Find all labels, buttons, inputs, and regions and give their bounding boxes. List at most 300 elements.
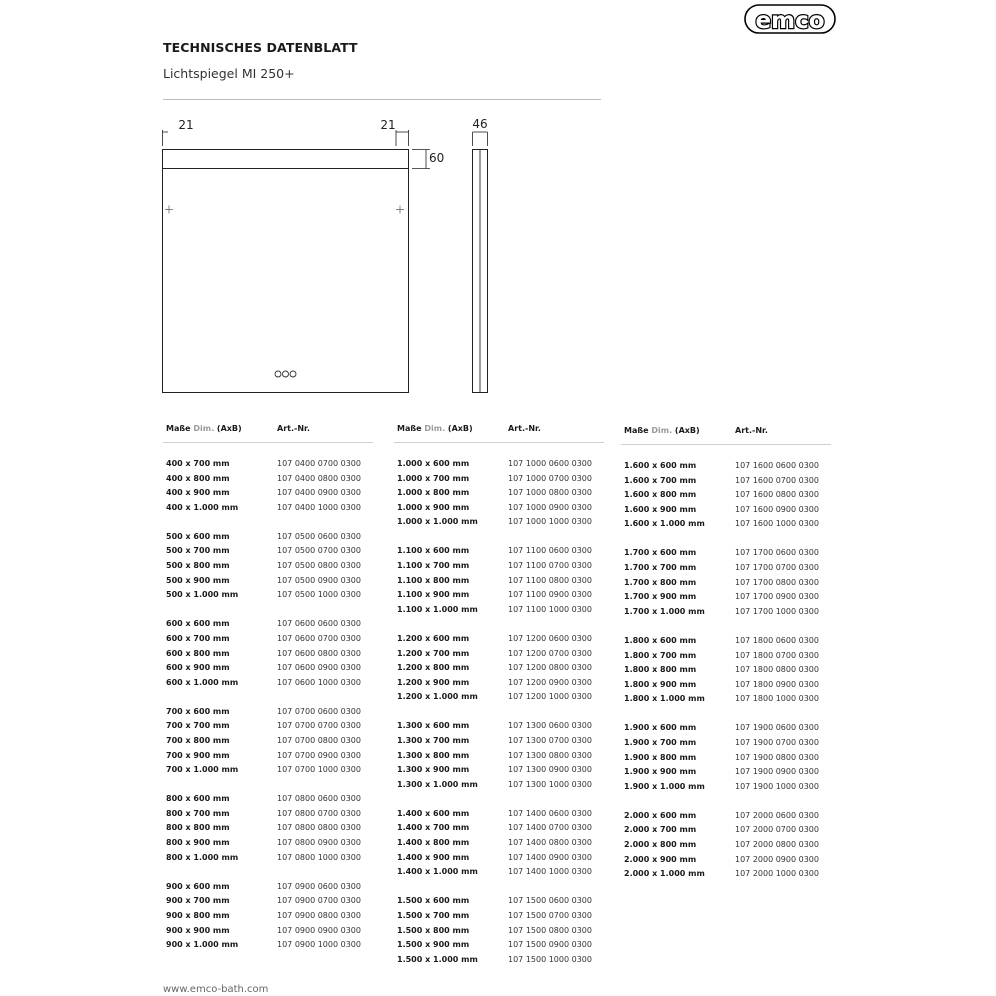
size-cell: 1.900 x 800 mm: [624, 752, 697, 762]
table-row: [394, 516, 604, 531]
size-cell: 1.500 x 800 mm: [397, 925, 470, 935]
size-header: [624, 426, 700, 435]
article-number-cell: 107 1000 0700 0300: [508, 473, 592, 483]
table-row: [394, 633, 604, 648]
table-row: [621, 781, 831, 796]
size-cell: 900 x 600 mm: [166, 881, 230, 891]
size-cell: 800 x 600 mm: [166, 794, 230, 804]
table-row: [621, 722, 831, 737]
size-cell: 1.100 x 700 mm: [397, 561, 470, 571]
size-cell: 1.400 x 900 mm: [397, 852, 470, 862]
table-row: [394, 677, 604, 692]
article-number-cell: 107 1600 0600 0300: [735, 461, 819, 470]
article-number-cell: 107 1100 0600 0300: [508, 546, 592, 556]
article-number-cell: 107 0800 0600 0300: [277, 794, 361, 804]
article-number-cell: 107 1300 0600 0300: [508, 721, 592, 731]
table-row: [394, 764, 604, 779]
size-cell: 1.100 x 800 mm: [397, 575, 470, 585]
table-row: [394, 560, 604, 575]
article-number-cell: 107 1100 0800 0300: [508, 575, 592, 585]
table-row: [163, 473, 373, 488]
table-row: [621, 679, 831, 694]
article-number-cell: 107 2000 0600 0300: [735, 810, 819, 820]
size-header-suffix: (AxB): [674, 426, 700, 435]
article-number-cell: 107 1200 0800 0300: [508, 663, 592, 673]
size-cell: 1.200 x 800 mm: [397, 663, 470, 673]
article-number-cell: 107 2000 0800 0300: [735, 840, 819, 850]
article-number-cell: 107 0400 0800 0300: [277, 473, 361, 483]
table-row: [163, 808, 373, 823]
article-number-cell: 107 0900 0900 0300: [277, 925, 361, 935]
article-number-cell: 107 0900 1000 0300: [277, 940, 361, 950]
size-group: [394, 545, 604, 618]
size-header-label: Maße: [166, 424, 191, 433]
article-number-cell: 107 0800 0700 0300: [277, 808, 361, 818]
table-row: [163, 822, 373, 837]
size-group: [394, 720, 604, 793]
article-number-cell: 107 0400 0900 0300: [277, 488, 361, 498]
table-row: [163, 545, 373, 560]
article-number-cell: 107 1500 0800 0300: [508, 925, 592, 935]
size-cell: 1.800 x 700 mm: [624, 650, 697, 660]
size-cell: 700 x 900 mm: [166, 750, 230, 760]
article-number-cell: 107 0700 0900 0300: [277, 750, 361, 760]
size-cell: 1.800 x 1.000 mm: [624, 694, 705, 704]
size-cell: 1.000 x 1.000 mm: [397, 517, 478, 527]
table-row: [163, 750, 373, 765]
table-row: [621, 839, 831, 854]
table-row: [621, 591, 831, 606]
article-number-cell: 107 0500 0900 0300: [277, 575, 361, 585]
size-group: [163, 706, 373, 779]
table-row: [394, 662, 604, 677]
article-number-cell: 107 0900 0600 0300: [277, 881, 361, 891]
table-row: [621, 664, 831, 679]
table-row: [163, 487, 373, 502]
table-row: [394, 954, 604, 969]
table-row: [163, 939, 373, 954]
article-number-cell: 107 1200 0600 0300: [508, 633, 592, 643]
size-cell: 1.500 x 600 mm: [397, 896, 470, 906]
article-number-cell: 107 1700 1000 0300: [735, 606, 819, 616]
article-number-cell: 107 1600 0900 0300: [735, 504, 819, 514]
article-number-cell: 107 1600 0800 0300: [735, 490, 819, 500]
size-cell: 1.000 x 900 mm: [397, 502, 470, 512]
article-number-cell: 107 1700 0700 0300: [735, 563, 819, 573]
size-table-column-3: [621, 422, 831, 897]
size-cell: 1.500 x 1.000 mm: [397, 954, 478, 964]
article-number-cell: 107 1300 1000 0300: [508, 779, 592, 789]
table-row: [163, 793, 373, 808]
table-row: [394, 502, 604, 517]
size-cell: 1.300 x 900 mm: [397, 765, 470, 775]
size-cell: 900 x 700 mm: [166, 896, 230, 906]
article-number-cell: 107 0700 0800 0300: [277, 736, 361, 745]
size-group: [163, 793, 373, 866]
article-number-cell: 107 1700 0600 0300: [735, 548, 819, 558]
dimension-right-label: 21: [380, 118, 396, 132]
size-header-label: Maße: [624, 426, 649, 435]
table-row: [163, 589, 373, 604]
size-cell: 600 x 700 mm: [166, 633, 230, 643]
article-number-cell: 107 0600 0800 0300: [277, 648, 361, 658]
table-row: [163, 618, 373, 633]
article-number-cell: 107 1500 0900 0300: [508, 940, 592, 950]
table-row: [163, 575, 373, 590]
size-cell: 1.300 x 600 mm: [397, 721, 470, 731]
table-row: [163, 735, 373, 750]
size-cell: 700 x 1.000 mm: [166, 765, 239, 775]
size-cell: 1.500 x 900 mm: [397, 940, 470, 950]
table-row: [163, 720, 373, 735]
table-row: [394, 735, 604, 750]
size-cell: 2.000 x 1.000 mm: [624, 869, 705, 879]
size-cell: 500 x 900 mm: [166, 575, 230, 585]
size-group: [163, 531, 373, 604]
size-group: [621, 635, 831, 708]
front-view-drawing: [150, 110, 510, 410]
table-row: [621, 868, 831, 883]
article-number-cell: 107 1500 0700 0300: [508, 910, 592, 920]
article-number-cell: 107 1300 0800 0300: [508, 750, 592, 760]
size-cell: 900 x 800 mm: [166, 910, 230, 920]
article-number-cell: 107 1900 0600 0300: [735, 723, 819, 733]
size-cell: 1.900 x 1.000 mm: [624, 781, 705, 791]
size-cell: 800 x 700 mm: [166, 808, 230, 818]
table-row: [394, 720, 604, 735]
article-number-cell: 107 0800 1000 0300: [277, 852, 361, 862]
article-number-cell: 107 1900 0800 0300: [735, 752, 819, 762]
article-number-cell: 107 1200 1000 0300: [508, 692, 592, 702]
footer-website-link[interactable]: www.emco-bath.com: [163, 984, 269, 995]
size-group: [163, 458, 373, 516]
table-row: [621, 606, 831, 621]
article-number-cell: 107 1100 1000 0300: [508, 604, 592, 614]
article-number-cell: 107 1900 1000 0300: [735, 781, 819, 791]
article-number-cell: 107 0500 0700 0300: [277, 546, 361, 556]
article-number-cell: 107 1600 0700 0300: [735, 475, 819, 485]
size-cell: 900 x 1.000 mm: [166, 940, 239, 950]
size-cell: 2.000 x 600 mm: [624, 810, 697, 820]
table-row: [621, 693, 831, 708]
size-cell: 1.000 x 800 mm: [397, 488, 470, 498]
size-cell: 1.300 x 700 mm: [397, 736, 470, 745]
article-header: Art.-Nr.: [735, 426, 768, 435]
size-header-dim: Dim.: [193, 424, 215, 433]
size-cell: 400 x 1.000 mm: [166, 502, 239, 512]
table-row: [394, 808, 604, 823]
table-row: [163, 633, 373, 648]
size-cell: 1.300 x 800 mm: [397, 750, 470, 760]
table-row: [394, 866, 604, 881]
size-cell: 1.400 x 600 mm: [397, 808, 470, 818]
dimension-depth-label: 46: [472, 117, 488, 131]
size-cell: 700 x 800 mm: [166, 736, 230, 745]
article-number-cell: 107 1400 0900 0300: [508, 852, 592, 862]
article-number-cell: 107 0500 0600 0300: [277, 531, 361, 541]
article-number-cell: 107 1900 0900 0300: [735, 767, 819, 777]
size-cell: 1.600 x 700 mm: [624, 475, 697, 485]
size-cell: 1.700 x 1.000 mm: [624, 606, 705, 616]
size-header-dim: Dim.: [651, 426, 673, 435]
size-cell: 1.100 x 600 mm: [397, 546, 470, 556]
article-number-cell: 107 1400 1000 0300: [508, 867, 592, 877]
article-number-cell: 107 0400 0700 0300: [277, 459, 361, 468]
article-number-cell: 107 1800 0800 0300: [735, 665, 819, 675]
table-row: [621, 854, 831, 869]
size-cell: 2.000 x 900 mm: [624, 854, 697, 864]
article-number-cell: 107 1900 0700 0300: [735, 738, 819, 747]
article-number-cell: 107 1500 1000 0300: [508, 954, 592, 964]
table-row: [163, 648, 373, 663]
article-number-cell: 107 1300 0900 0300: [508, 765, 592, 775]
header-divider: [163, 99, 601, 100]
table-row: [163, 910, 373, 925]
table-row: [163, 764, 373, 779]
table-row: [163, 531, 373, 546]
size-cell: 1.400 x 1.000 mm: [397, 867, 478, 877]
emco-logo: [744, 2, 836, 36]
size-header-suffix: (AxB): [447, 424, 473, 433]
size-group: [163, 618, 373, 691]
size-cell: 500 x 700 mm: [166, 546, 230, 556]
side-view-drawing: [462, 110, 502, 410]
table-row: [394, 458, 604, 473]
table-row: [394, 939, 604, 954]
table-row: [621, 810, 831, 825]
article-number-cell: 107 0700 1000 0300: [277, 765, 361, 775]
size-header-suffix: (AxB): [216, 424, 242, 433]
document-title: TECHNISCHES DATENBLATT: [163, 40, 358, 55]
size-cell: 1.400 x 700 mm: [397, 823, 470, 833]
size-cell: 1.400 x 800 mm: [397, 838, 470, 848]
size-group: [621, 547, 831, 620]
table-row: [394, 925, 604, 940]
article-header: Art.-Nr.: [508, 424, 541, 433]
size-cell: 1.600 x 800 mm: [624, 490, 697, 500]
table-row: [621, 504, 831, 519]
size-cell: 800 x 800 mm: [166, 823, 230, 833]
size-header-dim: Dim.: [424, 424, 446, 433]
article-number-cell: 107 2000 0900 0300: [735, 854, 819, 864]
article-number-cell: 107 2000 0700 0300: [735, 825, 819, 835]
size-cell: 1.700 x 800 mm: [624, 577, 697, 587]
table-row: [621, 518, 831, 533]
dimension-height-label: 60: [429, 151, 445, 165]
size-cell: 1.700 x 700 mm: [624, 563, 697, 573]
article-number-cell: 107 1000 0600 0300: [508, 459, 592, 468]
table-row: [394, 575, 604, 590]
size-cell: 600 x 600 mm: [166, 619, 230, 629]
article-number-cell: 107 1400 0700 0300: [508, 823, 592, 833]
article-header: Art.-Nr.: [277, 424, 310, 433]
size-cell: 1.600 x 1.000 mm: [624, 519, 705, 529]
table-row: [163, 852, 373, 867]
table-row: [163, 560, 373, 575]
size-cell: 1.700 x 900 mm: [624, 592, 697, 602]
size-cell: 1.700 x 600 mm: [624, 548, 697, 558]
size-cell: 600 x 900 mm: [166, 663, 230, 673]
table-row: [394, 779, 604, 794]
table-row: [394, 691, 604, 706]
size-group: [394, 633, 604, 706]
size-cell: 400 x 800 mm: [166, 473, 230, 483]
table-row: [394, 910, 604, 925]
article-number-cell: 107 1000 0900 0300: [508, 502, 592, 512]
article-number-cell: 107 0400 1000 0300: [277, 502, 361, 512]
article-number-cell: 107 0600 1000 0300: [277, 677, 361, 687]
size-group: [394, 458, 604, 531]
column-header: [621, 422, 831, 445]
size-table-column-2: [394, 420, 604, 983]
size-cell: 2.000 x 800 mm: [624, 840, 697, 850]
article-number-cell: 107 0800 0900 0300: [277, 838, 361, 848]
article-number-cell: 107 1700 0900 0300: [735, 592, 819, 602]
article-number-cell: 107 1800 0600 0300: [735, 635, 819, 645]
article-number-cell: 107 1800 0700 0300: [735, 650, 819, 660]
article-number-cell: 107 1400 0600 0300: [508, 808, 592, 818]
size-cell: 700 x 700 mm: [166, 721, 230, 731]
article-number-cell: 107 0600 0700 0300: [277, 633, 361, 643]
table-row: [394, 852, 604, 867]
article-number-cell: 107 1200 0700 0300: [508, 648, 592, 658]
article-number-cell: 107 0900 0700 0300: [277, 896, 361, 906]
table-row: [621, 752, 831, 767]
table-row: [394, 750, 604, 765]
size-cell: 500 x 600 mm: [166, 531, 230, 541]
size-cell: 400 x 700 mm: [166, 459, 230, 468]
table-row: [621, 562, 831, 577]
table-row: [621, 577, 831, 592]
article-number-cell: 107 1000 0800 0300: [508, 488, 592, 498]
table-row: [621, 547, 831, 562]
article-number-cell: 107 0700 0600 0300: [277, 706, 361, 716]
column-header: [394, 420, 604, 443]
size-cell: 1.500 x 700 mm: [397, 910, 470, 920]
size-cell: 1.200 x 1.000 mm: [397, 692, 478, 702]
size-cell: 900 x 900 mm: [166, 925, 230, 935]
size-cell: 1.800 x 900 mm: [624, 679, 697, 689]
table-row: [394, 589, 604, 604]
table-row: [163, 502, 373, 517]
table-row: [621, 650, 831, 665]
table-row: [163, 881, 373, 896]
article-number-cell: 107 0600 0900 0300: [277, 663, 361, 673]
article-number-cell: 107 1800 0900 0300: [735, 679, 819, 689]
table-row: [163, 895, 373, 910]
size-table-column-1: [163, 420, 373, 968]
article-number-cell: 107 1600 1000 0300: [735, 519, 819, 529]
size-cell: 500 x 1.000 mm: [166, 590, 239, 600]
column-header: [163, 420, 373, 443]
table-row: [394, 822, 604, 837]
table-row: [163, 837, 373, 852]
table-row: [394, 837, 604, 852]
size-cell: 600 x 1.000 mm: [166, 677, 239, 687]
table-row: [621, 635, 831, 650]
table-row: [163, 706, 373, 721]
size-header: [166, 424, 242, 433]
size-cell: 400 x 900 mm: [166, 488, 230, 498]
size-group: [621, 810, 831, 883]
size-cell: 1.000 x 600 mm: [397, 459, 470, 468]
size-group: [163, 881, 373, 954]
article-number-cell: 107 0500 0800 0300: [277, 561, 361, 571]
dimension-left-label: 21: [178, 118, 194, 132]
article-number-cell: 107 1100 0900 0300: [508, 590, 592, 600]
logo-text: emco: [755, 8, 825, 34]
size-cell: 1.900 x 700 mm: [624, 738, 697, 747]
table-row: [163, 662, 373, 677]
table-row: [394, 545, 604, 560]
article-number-cell: 107 1800 1000 0300: [735, 694, 819, 704]
table-row: [394, 604, 604, 619]
article-number-cell: 107 1700 0800 0300: [735, 577, 819, 587]
table-row: [163, 458, 373, 473]
table-row: [394, 473, 604, 488]
size-cell: 1.600 x 900 mm: [624, 504, 697, 514]
size-cell: 1.100 x 1.000 mm: [397, 604, 478, 614]
product-subtitle: Lichtspiegel MI 250+: [163, 66, 295, 81]
table-row: [621, 475, 831, 490]
size-cell: 1.900 x 600 mm: [624, 723, 697, 733]
article-number-cell: 107 1000 1000 0300: [508, 517, 592, 527]
table-row: [394, 648, 604, 663]
size-cell: 800 x 1.000 mm: [166, 852, 239, 862]
article-number-cell: 107 0600 0600 0300: [277, 619, 361, 629]
article-number-cell: 107 2000 1000 0300: [735, 869, 819, 879]
size-group: [621, 460, 831, 533]
size-cell: 500 x 800 mm: [166, 561, 230, 571]
size-cell: 1.800 x 600 mm: [624, 635, 697, 645]
article-number-cell: 107 0700 0700 0300: [277, 721, 361, 731]
size-cell: 2.000 x 700 mm: [624, 825, 697, 835]
size-cell: 600 x 800 mm: [166, 648, 230, 658]
table-row: [394, 895, 604, 910]
article-number-cell: 107 0900 0800 0300: [277, 910, 361, 920]
size-cell: 1.900 x 900 mm: [624, 767, 697, 777]
table-row: [621, 824, 831, 839]
table-row: [163, 677, 373, 692]
table-row: [163, 925, 373, 940]
size-cell: 1.100 x 900 mm: [397, 590, 470, 600]
size-cell: 1.200 x 900 mm: [397, 677, 470, 687]
size-cell: 1.600 x 600 mm: [624, 461, 697, 470]
article-number-cell: 107 0800 0800 0300: [277, 823, 361, 833]
table-row: [621, 766, 831, 781]
article-number-cell: 107 1500 0600 0300: [508, 896, 592, 906]
table-row: [394, 487, 604, 502]
article-number-cell: 107 1200 0900 0300: [508, 677, 592, 687]
size-cell: 800 x 900 mm: [166, 838, 230, 848]
size-group: [621, 722, 831, 795]
size-cell: 1.000 x 700 mm: [397, 473, 470, 483]
article-number-cell: 107 1400 0800 0300: [508, 838, 592, 848]
size-cell: 1.300 x 1.000 mm: [397, 779, 478, 789]
size-cell: 700 x 600 mm: [166, 706, 230, 716]
size-header-label: Maße: [397, 424, 422, 433]
size-cell: 1.800 x 800 mm: [624, 665, 697, 675]
size-group: [394, 808, 604, 881]
size-header: [397, 424, 473, 433]
article-number-cell: 107 1300 0700 0300: [508, 736, 592, 745]
article-number-cell: 107 0500 1000 0300: [277, 590, 361, 600]
table-row: [621, 460, 831, 475]
table-row: [621, 737, 831, 752]
size-cell: 1.200 x 700 mm: [397, 648, 470, 658]
table-row: [621, 489, 831, 504]
size-cell: 1.200 x 600 mm: [397, 633, 470, 643]
